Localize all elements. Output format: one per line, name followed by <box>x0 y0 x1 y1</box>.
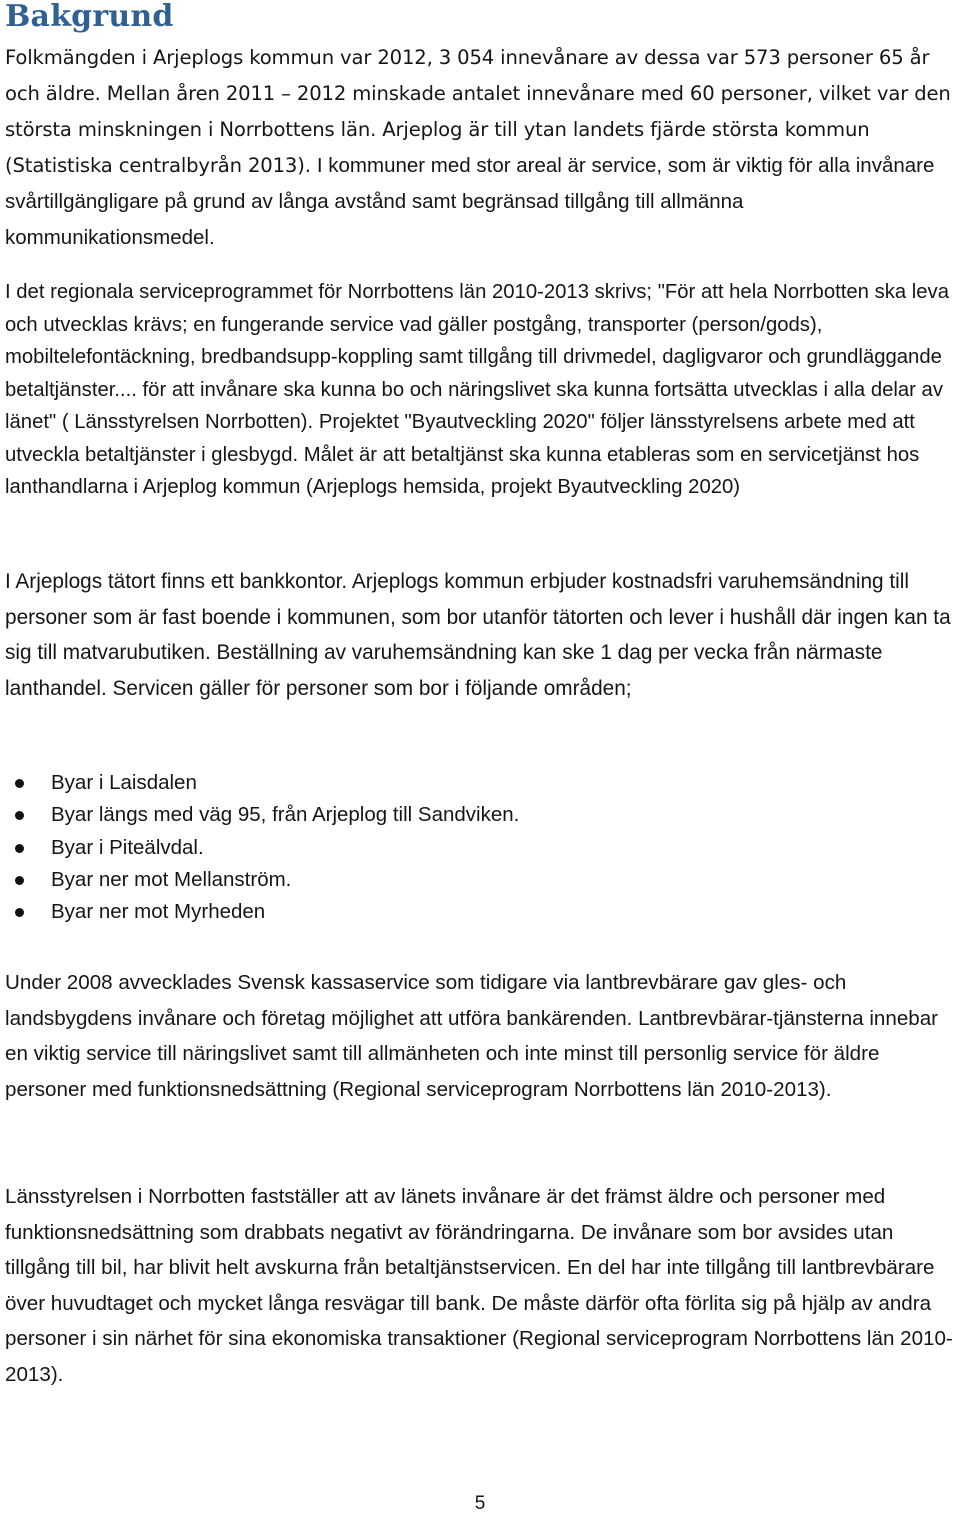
list-item <box>5 767 905 799</box>
paragraph-lansstyrelsen: Länsstyrelsen i Norrbotten fastställer att av länets invånare är det främst äldre och personer med funktionsnedsättning som drabbats negativt av förändringarna. De invånare som bor avsides utan tillgång till bil, har blivit helt avskurna från betaltjänstservicen. En del har inte tillgång till lantbrevbärare över huvudtaget och mycket långa resvägar till bank. De måste därför ofta förlita sig på hjälp av andra personer i sin närhet för sina ekonomiska transaktioner (Regional serviceprogram Norrbottens län 2010-2013). <box>5 1185 953 1386</box>
bullet-icon <box>15 779 24 788</box>
list-item-text: Byar i Laisdalen <box>51 771 197 794</box>
paragraph-home-delivery: I Arjeplogs tätort finns ett bankkontor. Arjeplogs kommun erbjuder kostnadsfri varuhemsändning till personer som är fast boende i kommunen, som bor utanför tätorten och lever i hushåll där ingen kan ta sig till matvarubutiken. Beställning av varuhemsändning kan ske 1 dag per vecka från närmaste lanthandel. Servicen gäller för personer som bor i följande områden; <box>5 570 951 701</box>
list-item <box>5 864 905 896</box>
paragraph-population-part1: Folkmängden i Arjeplogs kommun var 2012, 3 054 innevånare av dessa var 573 personer 65 år och äldre. Mellan åren 2011 – 2012 minskade antalet innevånare med 60 personer, vilket var den största minskningen i Norrbottens län. Arjeplog är till ytan landets fjärde största kommun (Statistiska centralbyrån 2013). <box>5 46 951 177</box>
paragraph-kassaservice: Under 2008 avvecklades Svensk kassaservice som tidigare via lantbrevbärare gav gles- och landsbygdens invånare och företag möjlighet att utföra bankärenden. Lantbrevbärar-tjänsterna innebar en viktig service till näringslivet samt till allmänheten och inte minst till personlig service för äldre personer med funktionsnedsättning (Regional serviceprogram Norrbottens län 2010-2013). <box>5 971 939 1101</box>
section-heading: Bakgrund <box>5 0 174 34</box>
paragraph-population <box>5 40 957 256</box>
bullet-icon <box>15 876 24 885</box>
list-item-text: Byar längs med väg 95, från Arjeplog till Sandviken. <box>51 803 520 827</box>
bullet-icon <box>15 908 24 917</box>
page-number: 5 <box>474 1493 486 1514</box>
paragraph-regional-program: I det regionala serviceprogrammet för Norrbottens län 2010-2013 skrivs; "För att hela Norrbotten ska leva och utvecklas krävs; en fungerande service vad gäller postgång, transporter (person/gods), mobiltelefontäckning, bredbandsupp-koppling samt tillgång till drivmedel, dagligvaror och grundläggande betaltjänster.... för att invånare ska kunna bo och näringslivet ska kunna fortsätta utvecklas i alla delar av länet" ( Länsstyrelsen Norrbotten). Projektet "Byautveckling 2020" följer länsstyrelsens arbete med att utveckla betaltjänster i glesbygd. Målet är att betaltjänst ska kunna etableras som en servicetjänst hos lanthandlarna i Arjeplog kommun (Arjeplogs hemsida, projekt Byautveckling 2020) <box>5 281 949 498</box>
list-item-text: Byar i Piteälvdal. <box>51 835 204 859</box>
list-item-text: Byar ner mot Mellanström. <box>51 867 292 891</box>
list-item <box>5 799 905 831</box>
paragraph-population-part2: I kommuner med stor areal är service, som är viktig för alla invånare svårtillgängligare på grund av långa avstånd samt begränsad tillgång till allmänna kommunikationsmedel. <box>5 154 935 249</box>
list-item <box>5 896 905 928</box>
service-area-list <box>5 767 905 928</box>
list-item-text: Byar ner mot Myrheden <box>51 900 266 924</box>
list-item <box>5 832 905 864</box>
bullet-icon <box>15 811 24 820</box>
bullet-icon <box>15 844 24 853</box>
